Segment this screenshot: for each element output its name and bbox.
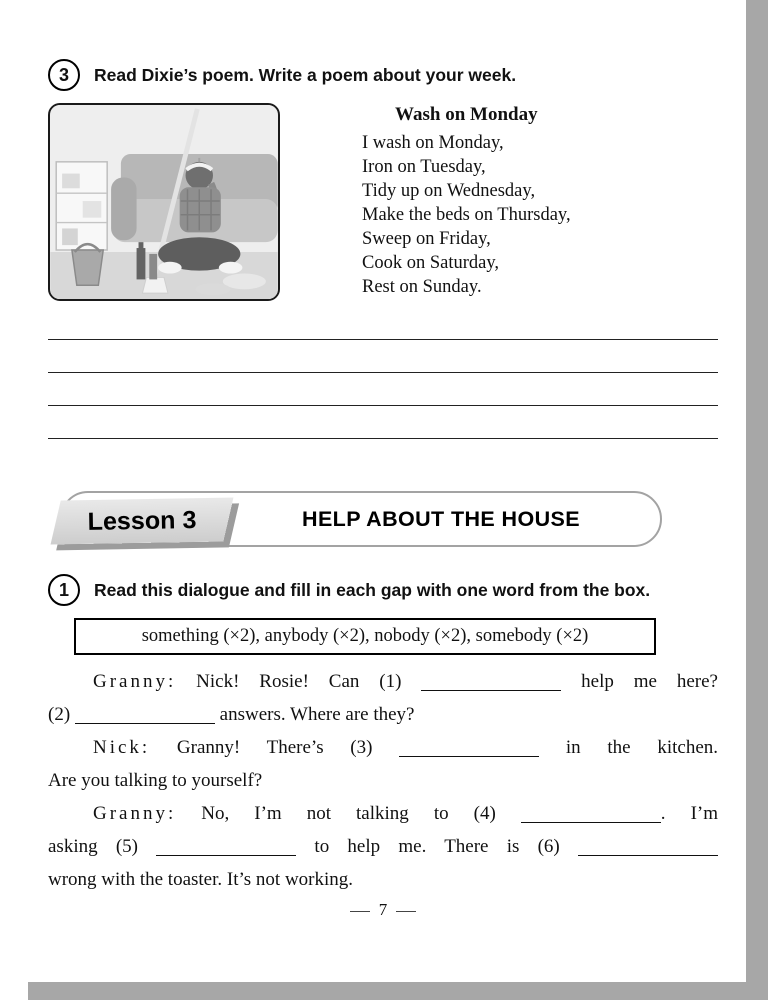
poem-line: Make the beds on Thursday, [362, 205, 571, 225]
dialogue-text: . I’m [660, 803, 718, 824]
gap-blank [75, 710, 215, 724]
lesson-label: Lesson 3 [87, 505, 197, 536]
dialogue-text: answers. Where are they? [214, 704, 415, 725]
dialogue-text: Nick! Rosie! Can (1) [176, 671, 422, 692]
exercise3-instruction: Read Dixie’s poem. Write a poem about your week. [94, 65, 517, 85]
dialogue-line [48, 830, 718, 863]
poem-lines [362, 131, 571, 299]
dialogue-text: No, I’m not talking to (4) [176, 803, 521, 824]
dialogue-text: Are you talking to yourself? [48, 770, 263, 791]
footer-dash-right [396, 911, 416, 912]
exercise1-header [48, 573, 718, 606]
gap-blank [399, 743, 539, 757]
dialogue-line [48, 665, 718, 698]
lesson-banner [48, 485, 718, 557]
dialogue-text: in the kitchen. [539, 737, 719, 758]
page-content [48, 0, 718, 920]
exercise3-number-badge: 3 [48, 59, 80, 91]
page-footer [48, 900, 718, 920]
dialogue-text: Granny! There’s (3) [150, 737, 400, 758]
dialogue [48, 665, 718, 896]
gap-blank [421, 677, 561, 691]
writing-line [48, 340, 718, 373]
gap-blank [578, 842, 718, 856]
cleaning-photo-illustration [48, 103, 280, 301]
page-edge-bottom [28, 982, 768, 1000]
dialogue-line [48, 764, 718, 797]
speaker-name: Granny: [93, 803, 177, 824]
dialogue-text: help me here? [561, 671, 718, 692]
poem-line: I wash on Monday, [362, 133, 504, 153]
dialogue-line [48, 863, 718, 896]
exercise1-instruction: Read this dialogue and fill in each gap with one word from the box. [94, 580, 651, 600]
writing-line [48, 307, 718, 340]
page-number: 7 [378, 900, 388, 919]
dialogue-line [48, 698, 718, 731]
writing-line [48, 373, 718, 406]
gap-blank [521, 809, 661, 823]
poem-line: Tidy up on Wednesday, [362, 181, 536, 201]
poem-line: Cook on Saturday, [362, 253, 500, 273]
dialogue-text: (2) [48, 704, 75, 725]
poem [362, 103, 571, 301]
word-box: something (×2), anybody (×2), nobody (×2), somebody (×2) [74, 618, 656, 655]
dialogue-text: asking (5) [48, 836, 157, 857]
gap-blank [156, 842, 296, 856]
exercise3-header [48, 58, 718, 91]
poem-line: Sweep on Friday, [362, 229, 491, 249]
exercise1-number-badge: 1 [48, 574, 80, 606]
writing-line [48, 406, 718, 439]
lesson-label-ribbon [51, 498, 234, 545]
dialogue-text: to help me. There is (6) [296, 836, 578, 857]
speaker-name: Granny: [93, 671, 177, 692]
writing-lines [48, 307, 718, 439]
dialogue-text: wrong with the toaster. It’s not working. [48, 869, 354, 890]
poem-line: Rest on Sunday. [362, 277, 482, 297]
poem-line: Iron on Tuesday, [362, 157, 486, 177]
dialogue-line [48, 797, 718, 830]
page-edge-right [746, 0, 768, 1000]
poem-title: Wash on Monday [395, 104, 538, 125]
dialogue-line [48, 731, 718, 764]
speaker-name: Nick: [93, 737, 151, 758]
poem-row [48, 103, 718, 301]
lesson-title: HELP ABOUT THE HOUSE [302, 506, 580, 531]
footer-dash-left [350, 911, 370, 912]
